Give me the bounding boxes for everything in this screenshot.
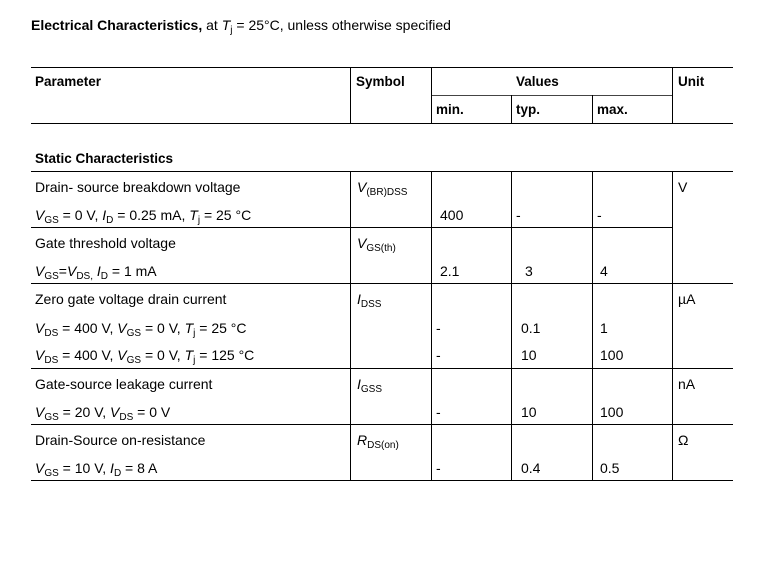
cell-min: - — [436, 460, 441, 476]
vline-h5 — [431, 67, 432, 95]
row-condition: $V_{GS} = 20$ V, $V_{DS} = 0$ V — [35, 404, 171, 423]
row-name: Drain- source breakdown voltage — [35, 179, 241, 195]
page-heading — [31, 17, 451, 36]
rule-row3 — [31, 368, 733, 369]
col-parameter: Parameter — [35, 74, 102, 89]
row-condition: $V_{GS} = 10$ V, $I_D = 8$ A — [35, 460, 158, 479]
col-symbol: Symbol — [356, 74, 405, 89]
cell-unit: µA — [678, 291, 696, 307]
heading-bold: Electrical Characteristics, — [31, 17, 203, 33]
row-symbol: $I_{DSS}$ — [357, 291, 382, 310]
col-min: min. — [436, 102, 464, 117]
col-typ: typ. — [516, 102, 541, 117]
cell-min: - — [436, 320, 441, 336]
row-symbol: $V_{(BR)DSS}$ — [357, 179, 408, 198]
cell-unit: Ω — [678, 432, 689, 448]
vline-h4 — [592, 95, 593, 123]
row-symbol: $V_{GS(th)}$ — [357, 235, 396, 254]
cell-max: 0.5 — [600, 460, 620, 476]
rule-row2 — [31, 283, 733, 284]
rule-bottom — [31, 480, 733, 481]
heading-var: T — [221, 17, 231, 33]
vline-h6 — [672, 67, 673, 123]
cell-max: 100 — [600, 404, 624, 420]
cell-min: - — [436, 404, 441, 420]
vline-h1 — [350, 67, 351, 123]
vline-h2 — [431, 95, 432, 123]
cell-typ: 0.4 — [521, 460, 541, 476]
cell-unit: nA — [678, 376, 696, 392]
rule-values-sub — [432, 95, 672, 96]
row-name: Gate threshold voltage — [35, 235, 176, 251]
col-unit: Unit — [678, 74, 705, 89]
row-symbol: $I_{GSS}$ — [357, 376, 383, 395]
cell-max: 1 — [600, 320, 608, 336]
vline-b2 — [431, 171, 432, 480]
cell-typ: 10 — [521, 347, 537, 363]
row-name: Gate-source leakage current — [35, 376, 213, 392]
vline-b3 — [511, 171, 512, 480]
vline-b1 — [350, 171, 351, 480]
cell-typ: 3 — [525, 263, 533, 279]
rule-top — [31, 67, 733, 68]
row-condition: $V_{DS} = 400$ V, $V_{GS} = 0$ V, $T_j = 25$ °C — [35, 320, 247, 339]
cell-max: - — [597, 207, 602, 223]
rule-header-bottom — [31, 123, 733, 124]
row-condition: $V_{DS} = 400$ V, $V_{GS} = 0$ V, $T_j = 125$ °C — [35, 347, 255, 366]
heading-suffix: = 25°C, unless otherwise specified — [232, 17, 451, 33]
rule-section — [31, 171, 733, 172]
rule-row1 — [31, 227, 672, 228]
row-condition: $V_{GS} = 0$ V, $I_D = 0.25$ mA, $T_j = 25$ °C — [35, 207, 252, 226]
section-title: Static Characteristics — [35, 151, 174, 166]
cell-typ: - — [516, 207, 521, 223]
cell-min: - — [436, 347, 441, 363]
cell-unit: V — [678, 179, 688, 195]
cell-min: 400 — [440, 207, 464, 223]
cell-min: 2.1 — [440, 263, 460, 279]
col-values: Values — [516, 74, 559, 89]
row-symbol: $R_{DS(on)}$ — [357, 432, 399, 451]
cell-max: 100 — [600, 347, 624, 363]
cell-typ: 10 — [521, 404, 537, 420]
heading-sub: j — [230, 25, 233, 36]
heading-prefix: at — [202, 17, 222, 33]
cell-max: 4 — [600, 263, 608, 279]
cell-typ: 0.1 — [521, 320, 541, 336]
row-name: Zero gate voltage drain current — [35, 291, 227, 307]
vline-b5 — [672, 171, 673, 480]
row-condition: $V_{GS}=V_{DS,}$ $I_D = 1$ mA — [35, 263, 157, 282]
rule-row4 — [31, 424, 733, 425]
vline-b4 — [592, 171, 593, 480]
vline-h3 — [511, 95, 512, 123]
row-name: Drain-Source on-resistance — [35, 432, 206, 448]
col-max: max. — [597, 102, 628, 117]
